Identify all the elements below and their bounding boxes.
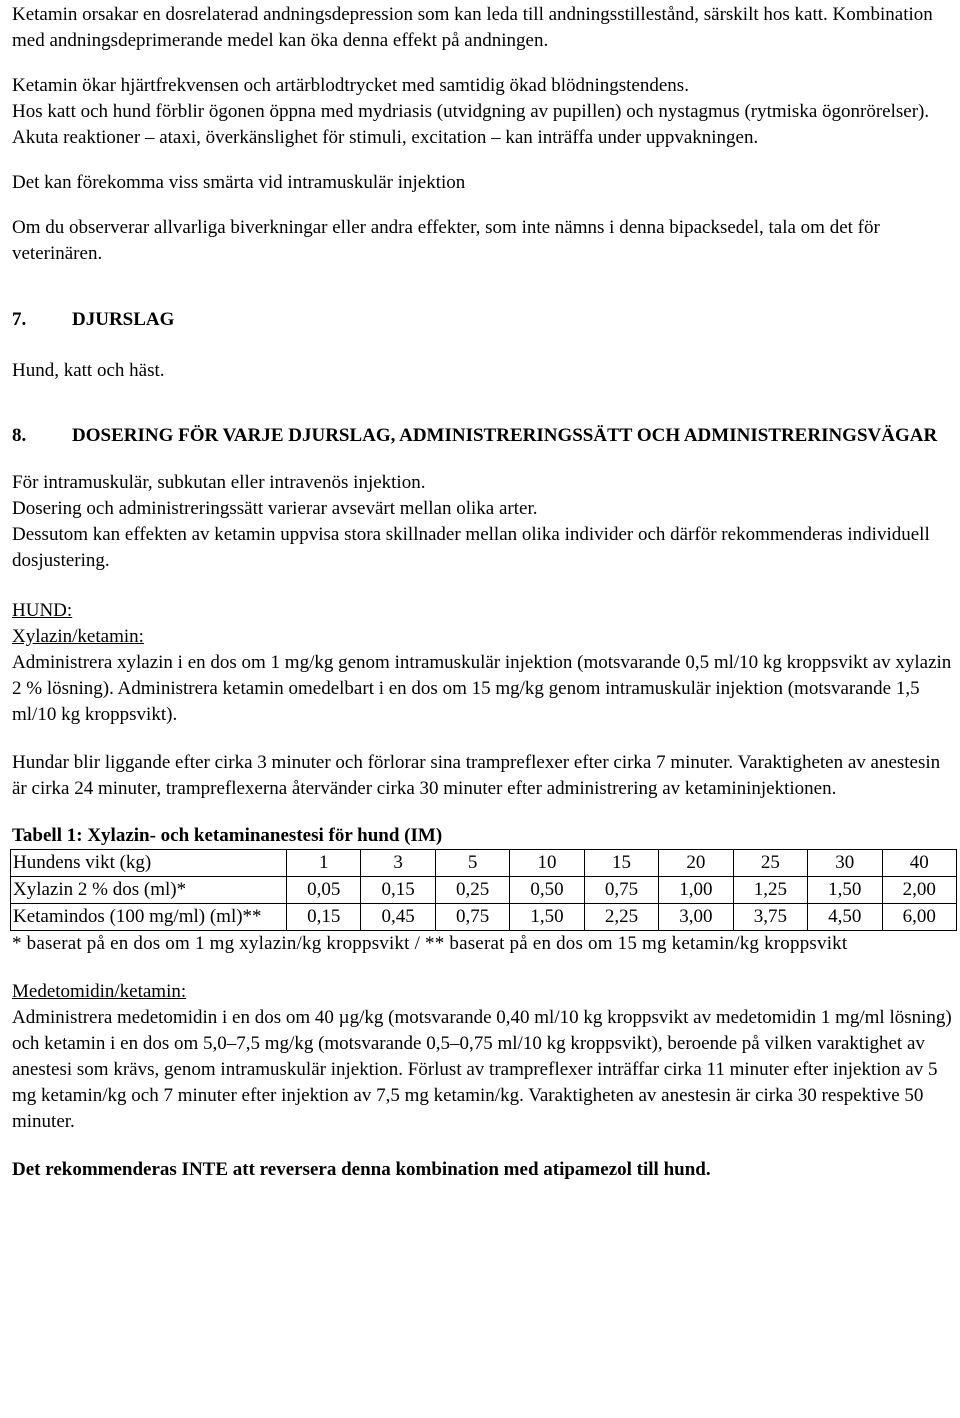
medetomidine-ketamine-heading: Medetomidin/ketamin: [12,981,187,1002]
document-page [12,2,952,1183]
table-cell: 1,25 [733,877,807,904]
table-row-label: Xylazin 2 % dos (ml)* [11,877,287,904]
table-row [11,877,957,904]
table-cell: 40 [882,850,957,877]
table-cell: 0,05 [287,877,361,904]
table-cell: 3,75 [733,904,807,931]
table-cell: 0,25 [435,877,509,904]
table-cell: 1,00 [659,877,733,904]
table-footnote: * baserat på en dos om 1 mg xylazin/kg kroppsvikt / ** baserat på en dos om 15 mg ketamin/kg kroppsvikt [12,933,848,954]
section-8-title: DOSERING FÖR VARJE DJURSLAG, ADMINISTRERINGSSÄTT OCH ADMINISTRERINGSVÄGAR [72,425,938,446]
table-cell: 5 [435,850,509,877]
paragraph-heart-rate: Ketamin ökar hjärtfrekvensen och artärblodtrycket med samtidig ökad blödningstendens. [12,75,689,96]
table-cell: 25 [733,850,807,877]
dog-anesthesia-effect: Hundar blir liggande efter cirka 3 minuter och förlorar sina trampreflexer efter cirka 7 minuter. Varaktigheten av anestesin är cirka 24 minuter, trampreflexerna återvänder cirka 30 minuter efter administrering av ketamininjektionen. [12,752,941,799]
section-8-route: För intramuskulär, subkutan eller intravenös injektion. [12,472,426,493]
table-cell: 3,00 [659,904,733,931]
section-7-title: DJURSLAG [72,309,175,330]
table-cell: 0,75 [435,904,509,931]
table-cell: 4,50 [808,904,882,931]
table-cell: 20 [659,850,733,877]
paragraph-injection-pain: Det kan förekomma viss smärta vid intramuskulär injektion [12,172,466,193]
table-cell: 2,25 [584,904,658,931]
table-row [11,904,957,931]
xylazine-ketamine-heading: Xylazin/ketamin: [12,626,144,647]
table-cell: 10 [510,850,584,877]
dog-heading: HUND: [12,600,73,621]
table-cell: 2,00 [882,877,957,904]
table-cell: 1,50 [510,904,584,931]
section-8-heading [12,423,952,449]
table-cell: 1 [287,850,361,877]
section-8-individual-dosing: Dessutom kan effekten av ketamin uppvisa stora skillnader mellan olika individer och därför rekommenderas individuell dosjustering. [12,524,930,571]
table-cell: 0,15 [361,877,435,904]
table-cell: 3 [361,850,435,877]
table-row-label: Ketamindos (100 mg/ml) (ml)** [11,904,287,931]
section-8-number: 8. [12,425,27,446]
table-cell: 6,00 [882,904,957,931]
table-1-title: Tabell 1: Xylazin- och ketaminanestesi för hund (IM) [12,825,443,846]
table-cell: 0,50 [510,877,584,904]
table-cell: 0,45 [361,904,435,931]
section-7-species: Hund, katt och häst. [12,360,165,381]
table-row [11,850,957,877]
table-row-label: Hundens vikt (kg) [11,850,287,877]
table-cell: 0,15 [287,904,361,931]
table-cell: 1,50 [808,877,882,904]
table-cell: 15 [584,850,658,877]
section-7-heading [12,307,952,333]
dose-table [10,849,957,931]
section-7-number: 7. [12,309,27,330]
table-cell: 30 [808,850,882,877]
xylazine-ketamine-dosing: Administrera xylazin i en dos om 1 mg/kg genom intramuskulär injektion (motsvarande 0,5 ml/10 kg kroppsvikt av xylazin 2 % lösning). Administrera ketamin omedelbart i en dos om 15 mg/kg genom intramuskulär injektion (motsvarande 1,5 ml/10 kg kroppsvikt). [12,652,952,725]
paragraph-eye-effects: Hos katt och hund förblir ögonen öppna med mydriasis (utvidgning av pupillen) och nystagmus (rytmiska ögonrörelser). Akuta reaktioner – ataxi, överkänslighet för stimuli, excitation – kan inträffa under uppvakningen. [12,101,930,148]
section-8-variation: Dosering och administreringssätt varierar avsevärt mellan olika arter. [12,498,538,519]
atipamezole-warning: Det rekommenderas INTE att reversera denna kombination med atipamezol till hund. [12,1159,711,1180]
paragraph-report-side-effects: Om du observerar allvarliga biverkningar eller andra effekter, som inte nämns i denna bipacksedel, tala om det för veterinären. [12,217,880,264]
paragraph-respiratory-depression: Ketamin orsakar en dosrelaterad andningsdepression som kan leda till andningsstillestånd, särskilt hos katt. Kombination med andningsdeprimerande medel kan öka denna effekt på andningen. [12,4,933,51]
medetomidine-ketamine-dosing: Administrera medetomidin i en dos om 40 µg/kg (motsvarande 0,40 ml/10 kg kroppsvikt av medetomidin 1 mg/ml lösning) och ketamin i en dos om 5,0–7,5 mg/kg (motsvarande 0,5–0,75 ml/10 kg kroppsvikt), beroende på vilken varaktighet av anestesi som krävs, genom intramuskulär injektion. Förlust av trampreflexer inträffar cirka 11 minuter efter injektion av 5 mg ketamin/kg och 7 minuter efter injektion av 7,5 mg ketamin/kg. Varaktigheten av anestesin är cirka 30 respektive 50 minuter. [12,1007,952,1132]
table-cell: 0,75 [584,877,658,904]
